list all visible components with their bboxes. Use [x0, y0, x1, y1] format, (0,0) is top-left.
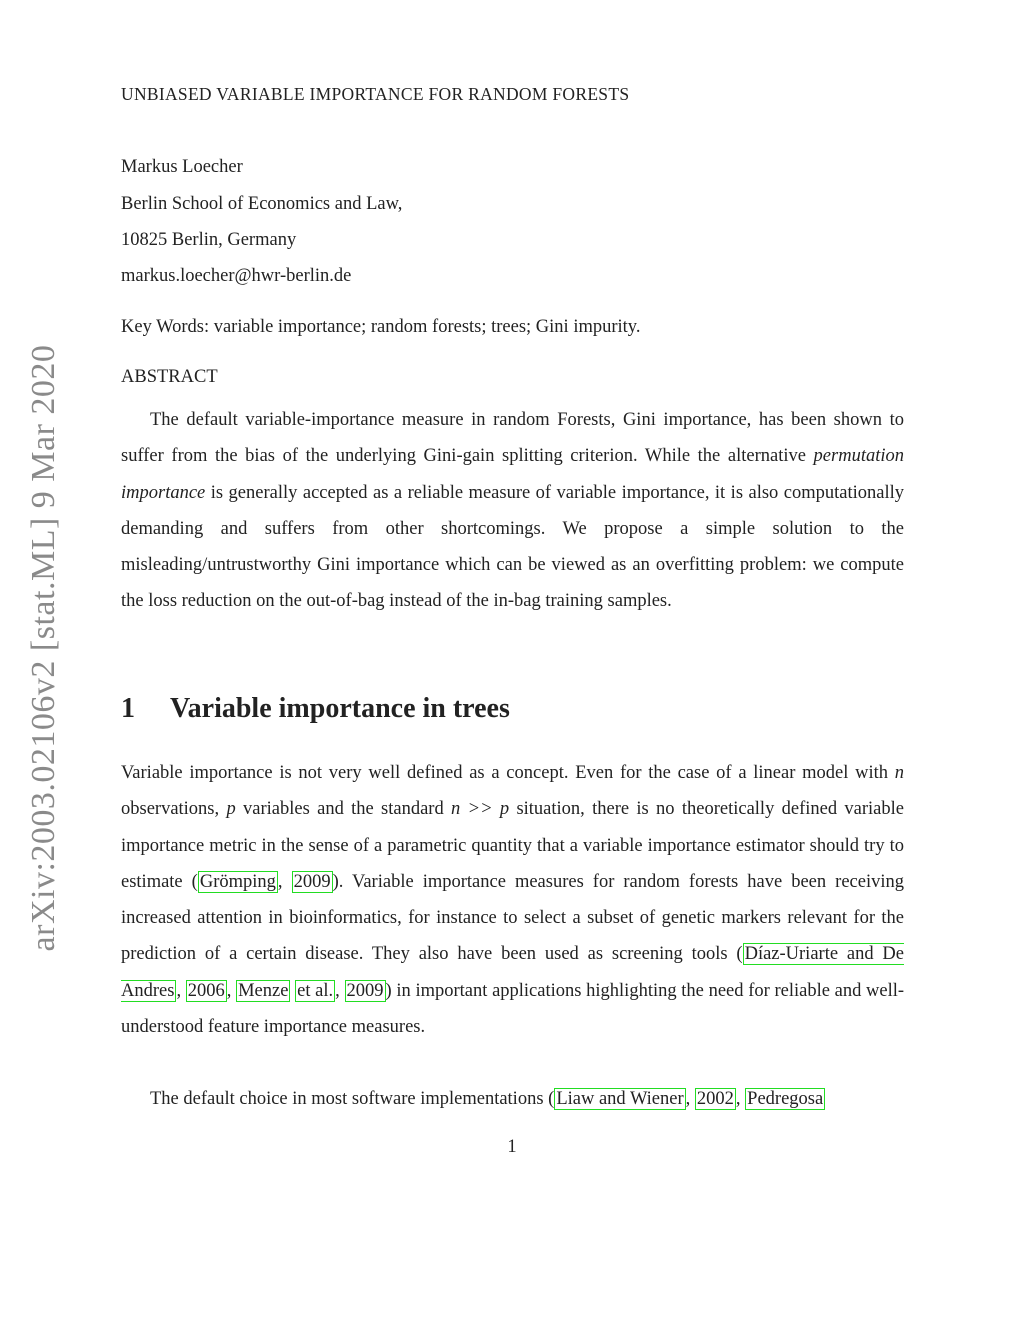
citation-year-link[interactable]: 2009 — [293, 871, 331, 892]
citation-sep: , — [277, 871, 292, 892]
citation-link[interactable]: Pedregosa — [747, 1089, 824, 1109]
arxiv-stamp[interactable]: arXiv:2003.02106v2 [stat.ML] 9 Mar 2020 — [25, 344, 62, 952]
abstract-text-part: is generally accepted as a reliable measure of variable importance, it is also computationally demanding and suffers from other shortcomings. We propose a simple solution to the misleading/untrustworthy Gini importance which can be viewed as an overfitting problem: we compute the loss reduction on the out-of-bag instead of the in-bag training samples. — [121, 482, 904, 612]
citation-sep: , — [176, 980, 186, 1001]
body-text: situation, there is no theoretically defined variable importance metric in the sense of a parametric quantity that a variable importance estimator should try to estimate ( — [121, 799, 904, 892]
citation-link[interactable]: Grömping — [199, 871, 276, 892]
paper-title: UNBIASED VARIABLE IMPORTANCE FOR RANDOM FORESTS — [121, 84, 630, 104]
author-affiliation: Berlin School of Economics and Law, — [121, 194, 403, 214]
author-address: 10825 Berlin, Germany — [121, 230, 297, 250]
citation-sep: , — [226, 980, 237, 1001]
citation-link[interactable]: et al. — [297, 980, 334, 1001]
abstract-emphasis: permutation importance — [121, 446, 904, 503]
citation-year-link[interactable]: 2002 — [696, 1089, 734, 1109]
body-paragraph — [121, 1081, 904, 1117]
body-paragraph — [121, 755, 904, 1045]
author-email[interactable]: markus.loecher@hwr-berlin.de — [121, 266, 352, 286]
citation-sep: , — [685, 1089, 695, 1109]
body-text: ) in important applications highlighting the need for reliable and well-understood feature importance measures. — [121, 980, 905, 1038]
citation-sep: , — [335, 980, 345, 1001]
body-text: ). Variable importance measures for random forests have been receiving increased attention in bioinformatics, for instance to select a subset of genetic markers relevant for the prediction of a certain disease. They also have been used as screening tools ( — [121, 871, 904, 965]
abstract-text-part: The default variable-importance measure in random Forests, Gini importance, has been shown to suffer from the bias of the underlying Gini-gain splitting criterion. While the alternative — [121, 410, 904, 467]
math-var: n — [894, 763, 904, 783]
section-title: Variable importance in trees — [170, 693, 510, 724]
keywords: Key Words: variable importance; random forests; trees; Gini impurity. — [121, 317, 641, 337]
author-name: Markus Loecher — [121, 157, 243, 177]
math-var: p — [226, 799, 236, 820]
body-text: Variable importance is not very well defined as a concept. Even for the case of a linear model with — [121, 763, 895, 783]
citation-year-link[interactable]: 2009 — [346, 980, 384, 1001]
math-relation: n >> p — [451, 799, 510, 820]
section-heading — [121, 693, 510, 725]
abstract-label: ABSTRACT — [121, 367, 218, 387]
body-text: variables and the standard — [235, 799, 452, 820]
page-number: 1 — [507, 1137, 517, 1157]
citation-link[interactable]: Díaz-Uriarte and De Andres — [121, 944, 905, 1001]
citation-link[interactable]: Menze — [238, 980, 289, 1001]
body-text: The default choice in most software implementations ( — [150, 1089, 555, 1109]
body-text: observations, — [121, 799, 227, 820]
citation-sep: , — [735, 1089, 746, 1109]
citation-year-link[interactable]: 2006 — [187, 980, 225, 1001]
abstract-text — [121, 402, 904, 620]
section-number: 1 — [121, 693, 135, 724]
citation-link[interactable]: Liaw and Wiener — [556, 1089, 684, 1109]
